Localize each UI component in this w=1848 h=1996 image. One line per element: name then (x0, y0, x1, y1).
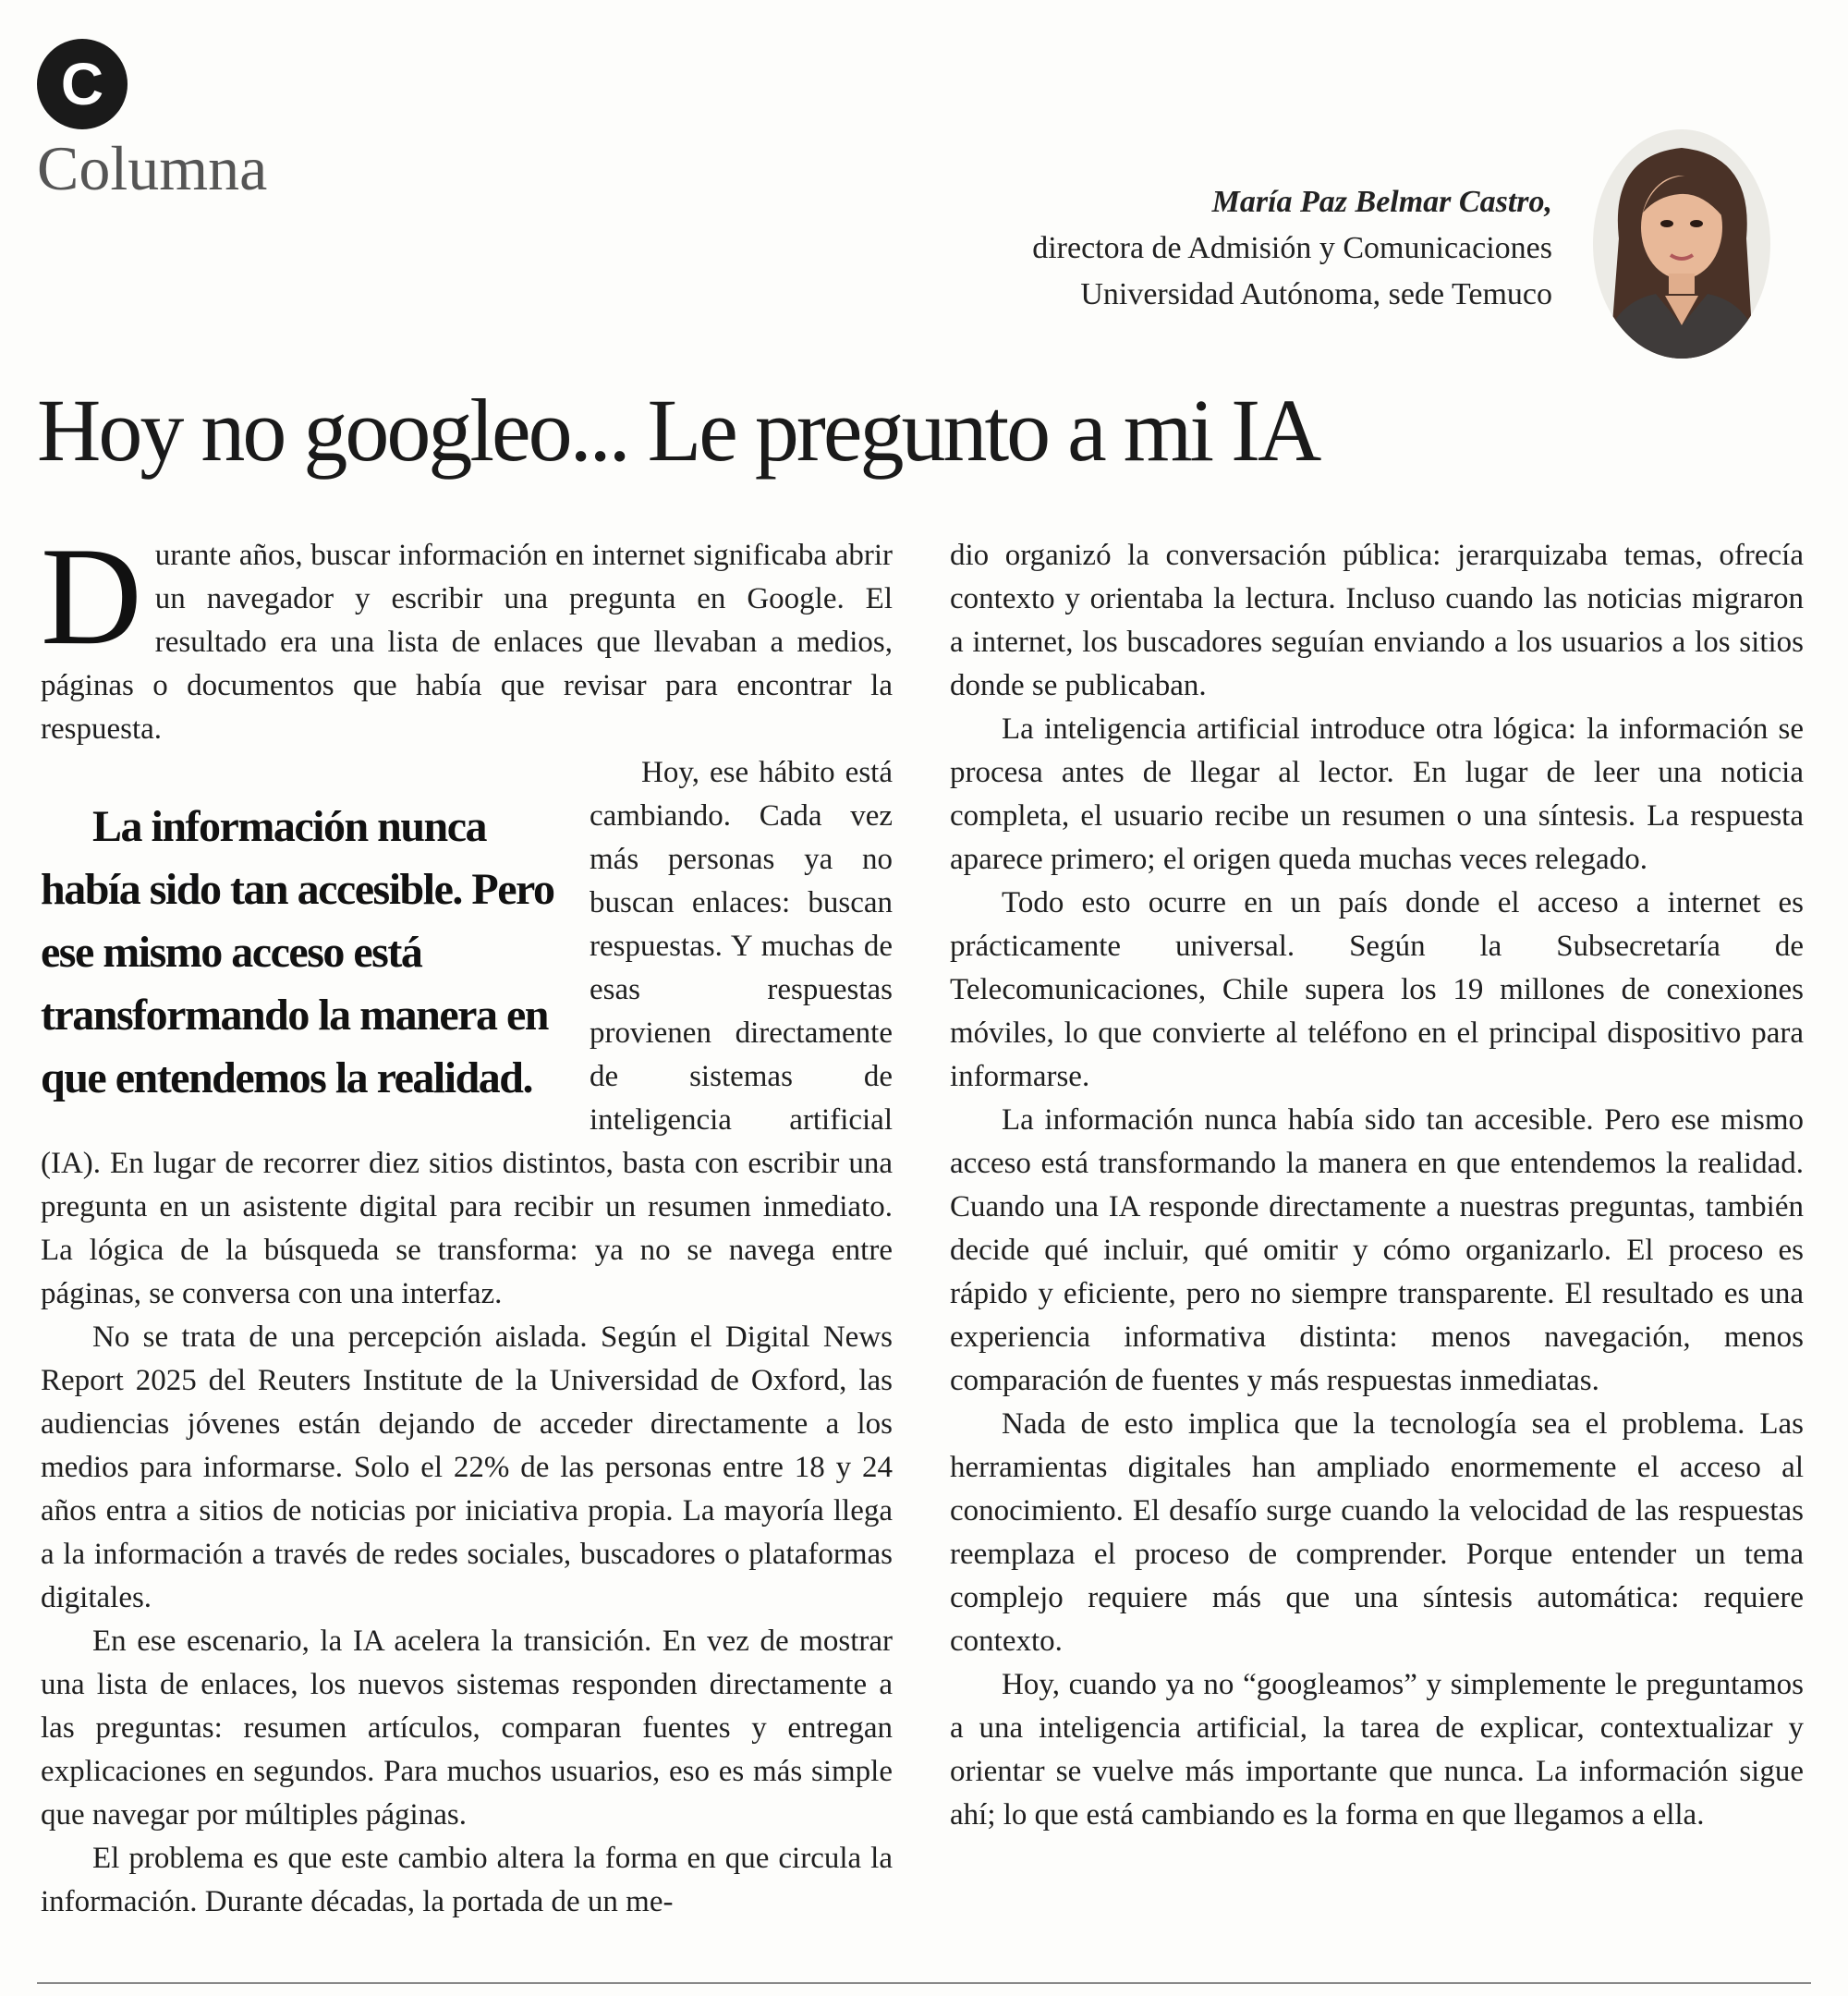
author-name: María Paz Belmar Castro, (1211, 185, 1552, 219)
section-label: Columna (37, 133, 268, 203)
article-paragraph: Hoy, cuando ya no “googleamos” y simplemente le preguntamos a una inteligencia artificial, la tarea de explicar, contextualizar y orientar se vuelve más importante que nunca. La información sigue ahí; lo que está cambiando es la forma en que llegamos a ella. (950, 1668, 1804, 1832)
author-portrait (1591, 128, 1772, 360)
drop-cap: D (41, 518, 142, 674)
headline: Hoy no googleo... Le pregunto a mi IA (37, 381, 1319, 480)
author-institution: Universidad Autónoma, sede Temuco (1080, 277, 1552, 311)
article-paragraph: La inteligencia artificial introduce otra lógica: la información se procesa antes de llegar al lector. En lugar de leer una noticia completa, el usuario recibe un resumen o una síntesis. La respuesta aparece primero; el origen queda muchas veces relegado. (950, 712, 1804, 876)
article-paragraph: La información nunca había sido tan accesible. Pero ese mismo acceso está transformando la manera en que entendemos la realidad. Hoy, ese hábito está cambiando. Cada vez más personas ya no buscan enlaces: buscan respuestas. Y muchas de esas respuestas provienen directamente de sistemas de inteligencia artificial (IA). En lugar de recorrer diez sitios distintos, basta con escribir una pregunta en un asistente digital para recibir un resumen inmediato. La lógica de la búsqueda se transforma: ya no se navega entre páginas, se conversa con una interfaz. (41, 756, 893, 1310)
article-paragraph: Nada de esto implica que la tecnología sea el problema. Las herramientas digitales han ampliado enormemente el acceso al conocimiento. El desafío surge cuando la velocidad de las respuestas reemplaza el proceso de comprender. Porque entender un tema complejo requiere más que una síntesis automática: requiere contexto. (950, 1407, 1804, 1658)
article-column-2 (950, 534, 1804, 1837)
bottom-rule (37, 1982, 1811, 1984)
author-byline (1032, 179, 1552, 318)
column-logo-letter: C (60, 51, 104, 117)
article-paragraph: Durante años, buscar información en internet significaba abrir un navegador y escribir una pregunta en Google. El resultado era una lista de enlaces que llevaban a medios, páginas o documentos que había que revisar para encontrar la respuesta. (41, 518, 893, 746)
pull-quote: La información nunca había sido tan accesible. Pero ese mismo acceso está transformando la manera en que entendemos la realidad. (41, 802, 554, 1102)
article-column-1 (41, 518, 893, 1924)
article-paragraph: La información nunca había sido tan accesible. Pero ese mismo acceso está transformando la manera en que entendemos la realidad. Cuando una IA responde directamente a nuestras preguntas, también decide qué incluir, qué omitir y cómo organizarlo. El proceso es rápido y eficiente, pero no siempre transparente. El resultado es una experiencia informativa distinta: menos navegación, menos comparación de fuentes y más respuestas inmediatas. (950, 1103, 1804, 1397)
article-paragraph: El problema es que este cambio altera la forma en que circula la información. Durante décadas, la portada de un me- (41, 1842, 893, 1918)
article-paragraph: No se trata de una percepción aislada. Según el Digital News Report 2025 del Reuters Institute de la Universidad de Oxford, las audiencias jóvenes están dejando de acceder directamente a los medios para informarse. Solo el 22% de las personas entre 18 y 24 años entra a sitios de noticias por iniciativa propia. La mayoría llega a la información a través de redes sociales, buscadores o plataformas digitales. (41, 1321, 893, 1614)
column-logo-badge (37, 39, 128, 129)
article-paragraph: En ese escenario, la IA acelera la transición. En vez de mostrar una lista de enlaces, los nuevos sistemas responden directamente a las preguntas: resumen artículos, comparan fuentes y entregan explicaciones en segundos. Para muchos usuarios, eso es más simple que navegar por múltiples páginas. (41, 1625, 893, 1832)
author-role: directora de Admisión y Comunicaciones (1032, 231, 1552, 265)
article-paragraph: dio organizó la conversación pública: jerarquizaba temas, ofrecía contexto y orientaba la lectura. Incluso cuando las noticias migraron a internet, los buscadores seguían enviando a los usuarios a los sitios donde se publicaban. (950, 539, 1804, 702)
article-paragraph: Todo esto ocurre en un país donde el acceso a internet es prácticamente universal. Según la Subsecretaría de Telecomunicaciones, Chile supera los 19 millones de conexiones móviles, lo que convierte al teléfono en el principal dispositivo para informarse. (950, 886, 1804, 1093)
